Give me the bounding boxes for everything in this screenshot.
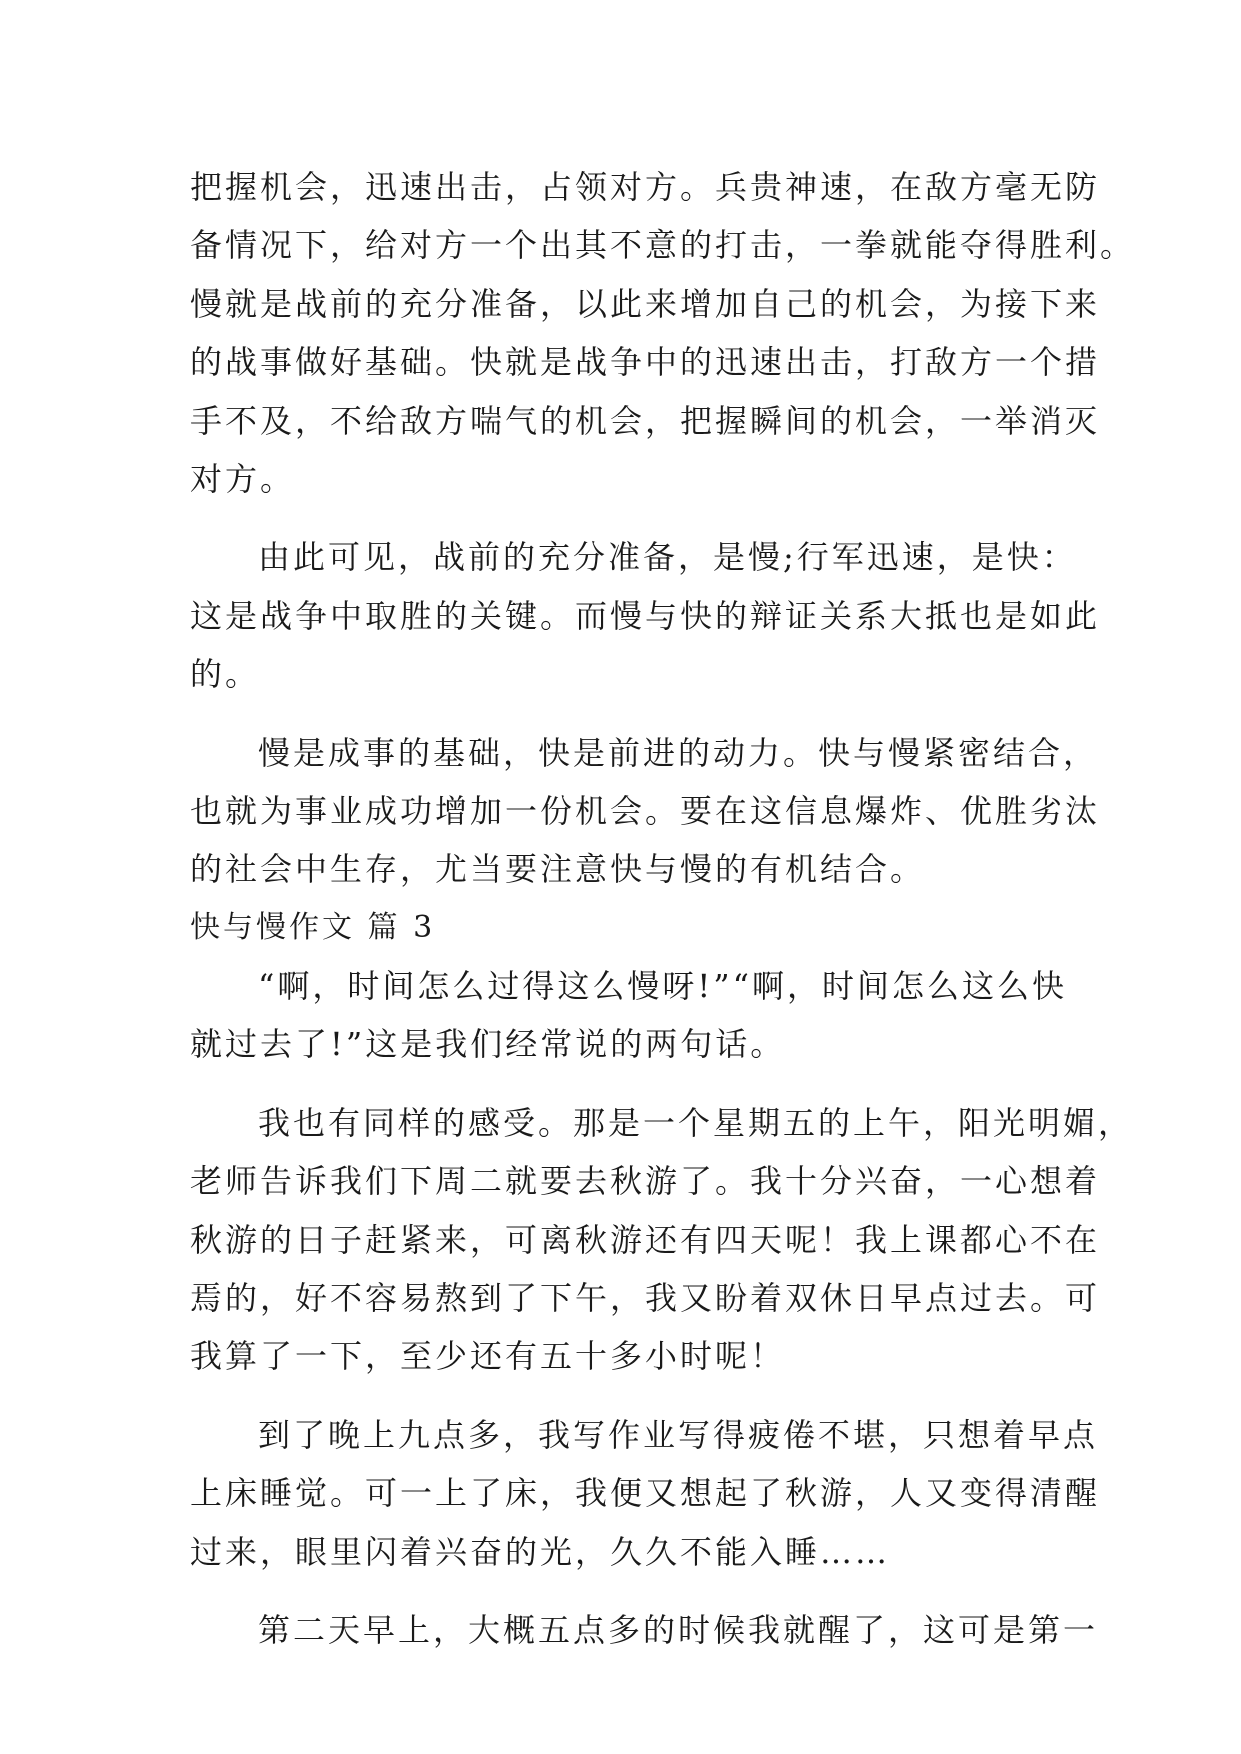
text-line: 过来，眼里闪着兴奋的光，久久不能入睡…… — [190, 1532, 891, 1571]
text-line: 由此可见，战前的充分准备，是慢;行军迅速，是快： — [258, 538, 1077, 577]
document-body — [190, 158, 1136, 1659]
text-line: 的社会中生存，尤当要注意快与慢的有机结合。 — [190, 850, 926, 889]
text-line: 对方。 — [190, 459, 296, 498]
text-line: 上床睡觉。可一上了床，我便又想起了秋游，人又变得清醒 — [190, 1474, 1101, 1513]
text-line: 慢就是战前的充分准备，以此来增加自己的机会，为接下来 — [190, 284, 1101, 323]
text-line: 的。 — [190, 655, 261, 694]
text-line: 就过去了!”这是我们经常说的两句话。 — [190, 1025, 786, 1064]
text-line: 我算了一下，至少还有五十多小时呢！ — [190, 1337, 786, 1376]
text-line: “啊，时间怎么过得这么慢呀!”“啊，时间怎么这么快 — [258, 967, 1067, 1006]
text-line: 慢是成事的基础，快是前进的动力。快与慢紧密结合， — [258, 733, 1099, 772]
text-line: 我也有同样的感受。那是一个星期五的上午，阳光明媚， — [258, 1103, 1134, 1142]
text-line: 把握机会，迅速出击，占领对方。兵贵神速，在敌方毫无防 — [190, 168, 1101, 206]
text-line: 焉的，好不容易熬到了下午，我又盼着双休日早点过去。可 — [190, 1279, 1101, 1318]
text-line: 也就为事业成功增加一份机会。要在这信息爆炸、优胜劣汰 — [190, 791, 1101, 830]
text-line: 老师告诉我们下周二就要去秋游了。我十分兴奋，一心想着 — [190, 1162, 1101, 1201]
text-line: 到了晚上九点多，我写作业写得疲倦不堪，只想着早点 — [258, 1415, 1099, 1454]
section-heading: 快与慢作文 篇 3 — [190, 909, 436, 945]
text-line: 秋游的日子赶紧来，可离秋游还有四天呢！我上课都心不在 — [190, 1220, 1101, 1259]
text-line: 的战事做好基础。快就是战争中的迅速出击，打敌方一个措 — [190, 343, 1101, 382]
text-line: 手不及，不给敌方喘气的机会，把握瞬间的机会，一举消灭 — [190, 401, 1101, 440]
text-line: 备情况下，给对方一个出其不意的打击，一拳就能夺得胜利。 — [190, 226, 1136, 265]
text-line: 第二天早上，大概五点多的时候我就醒了，这可是第一 — [258, 1610, 1099, 1649]
text-line: 这是战争中取胜的关键。而慢与快的辩证关系大抵也是如此 — [190, 596, 1101, 635]
